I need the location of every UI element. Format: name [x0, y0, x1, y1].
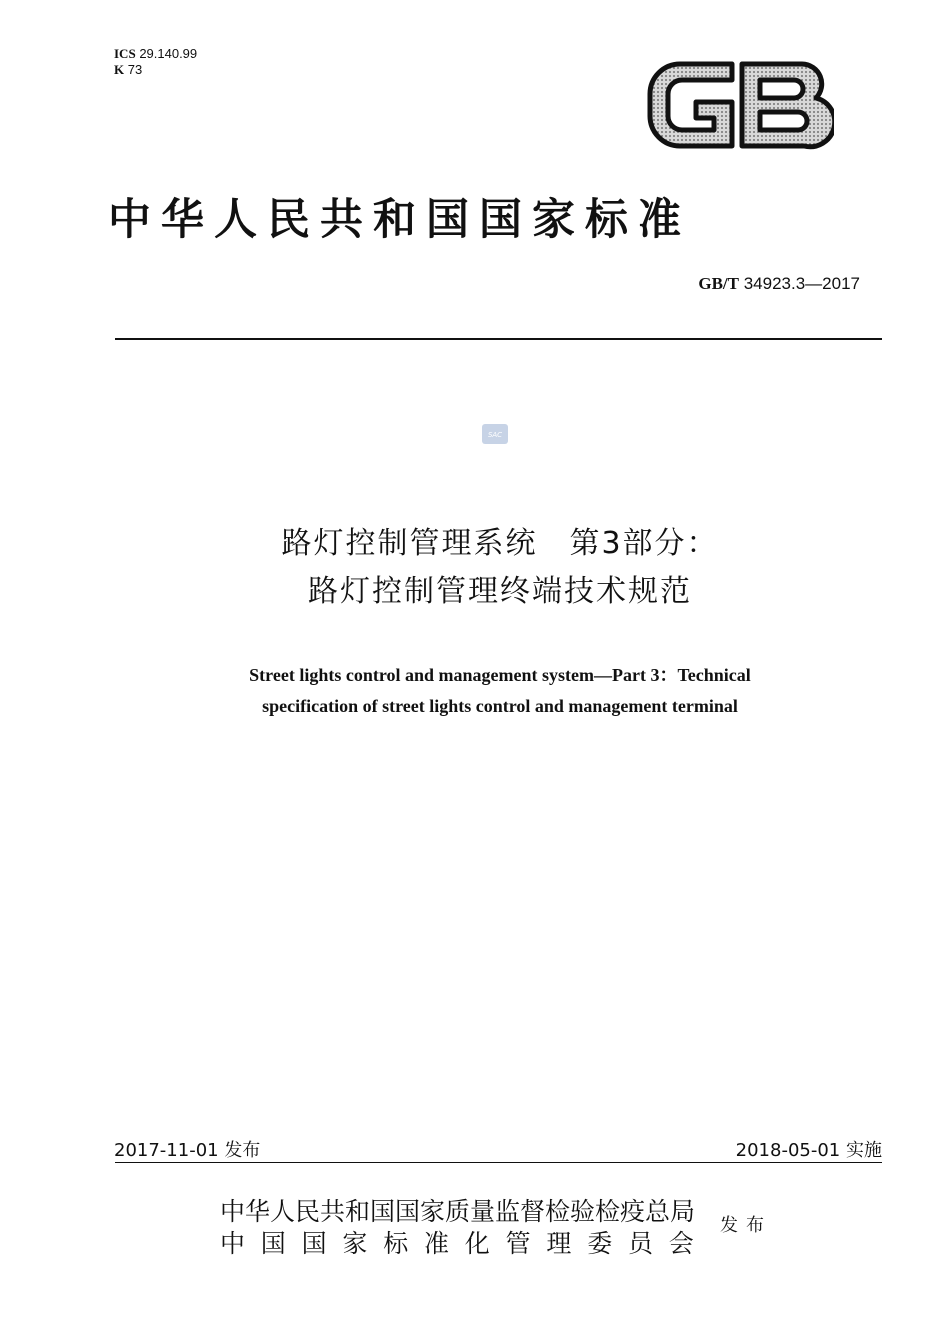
classification-codes: [114, 46, 197, 78]
sac-watermark-icon: [482, 424, 508, 444]
ics-line: ICS 29.140.99: [114, 46, 198, 61]
gb-logo-icon: [644, 58, 834, 152]
implementation-date: 2018-05-01 实施: [735, 1140, 882, 1161]
title-cn-line-1: 路灯控制管理系统 第3部分：: [281, 526, 719, 561]
standard-number-value: 34923.3—2017: [743, 274, 860, 293]
title-cn-line-2: 路灯控制管理终端技术规范: [308, 574, 692, 609]
publisher-line-2: 中国国家标准化管理委员会: [220, 1229, 710, 1258]
issue-date: 2017-11-01 发布: [114, 1140, 261, 1161]
standard-category-title: 中华人民共和国国家标准: [108, 195, 691, 245]
header-divider: [115, 338, 882, 340]
document-title-chinese: [100, 520, 900, 616]
ccs-line: K 73: [114, 62, 143, 77]
footer-divider: [115, 1162, 882, 1163]
standard-number-prefix: GB/T: [698, 274, 739, 293]
document-title-english: [100, 660, 900, 722]
publisher-tag: 发布: [720, 1215, 772, 1236]
sac-watermark-text: SAC: [487, 431, 503, 439]
title-en-line-2: specification of street lights control and management terminal: [262, 696, 738, 716]
title-en-line-1: Street lights control and management system—Part 3：Technical: [249, 665, 751, 685]
standard-number: [640, 274, 860, 294]
publisher-line-1: 中华人民共和国国家质量监督检验检疫总局: [220, 1197, 696, 1226]
